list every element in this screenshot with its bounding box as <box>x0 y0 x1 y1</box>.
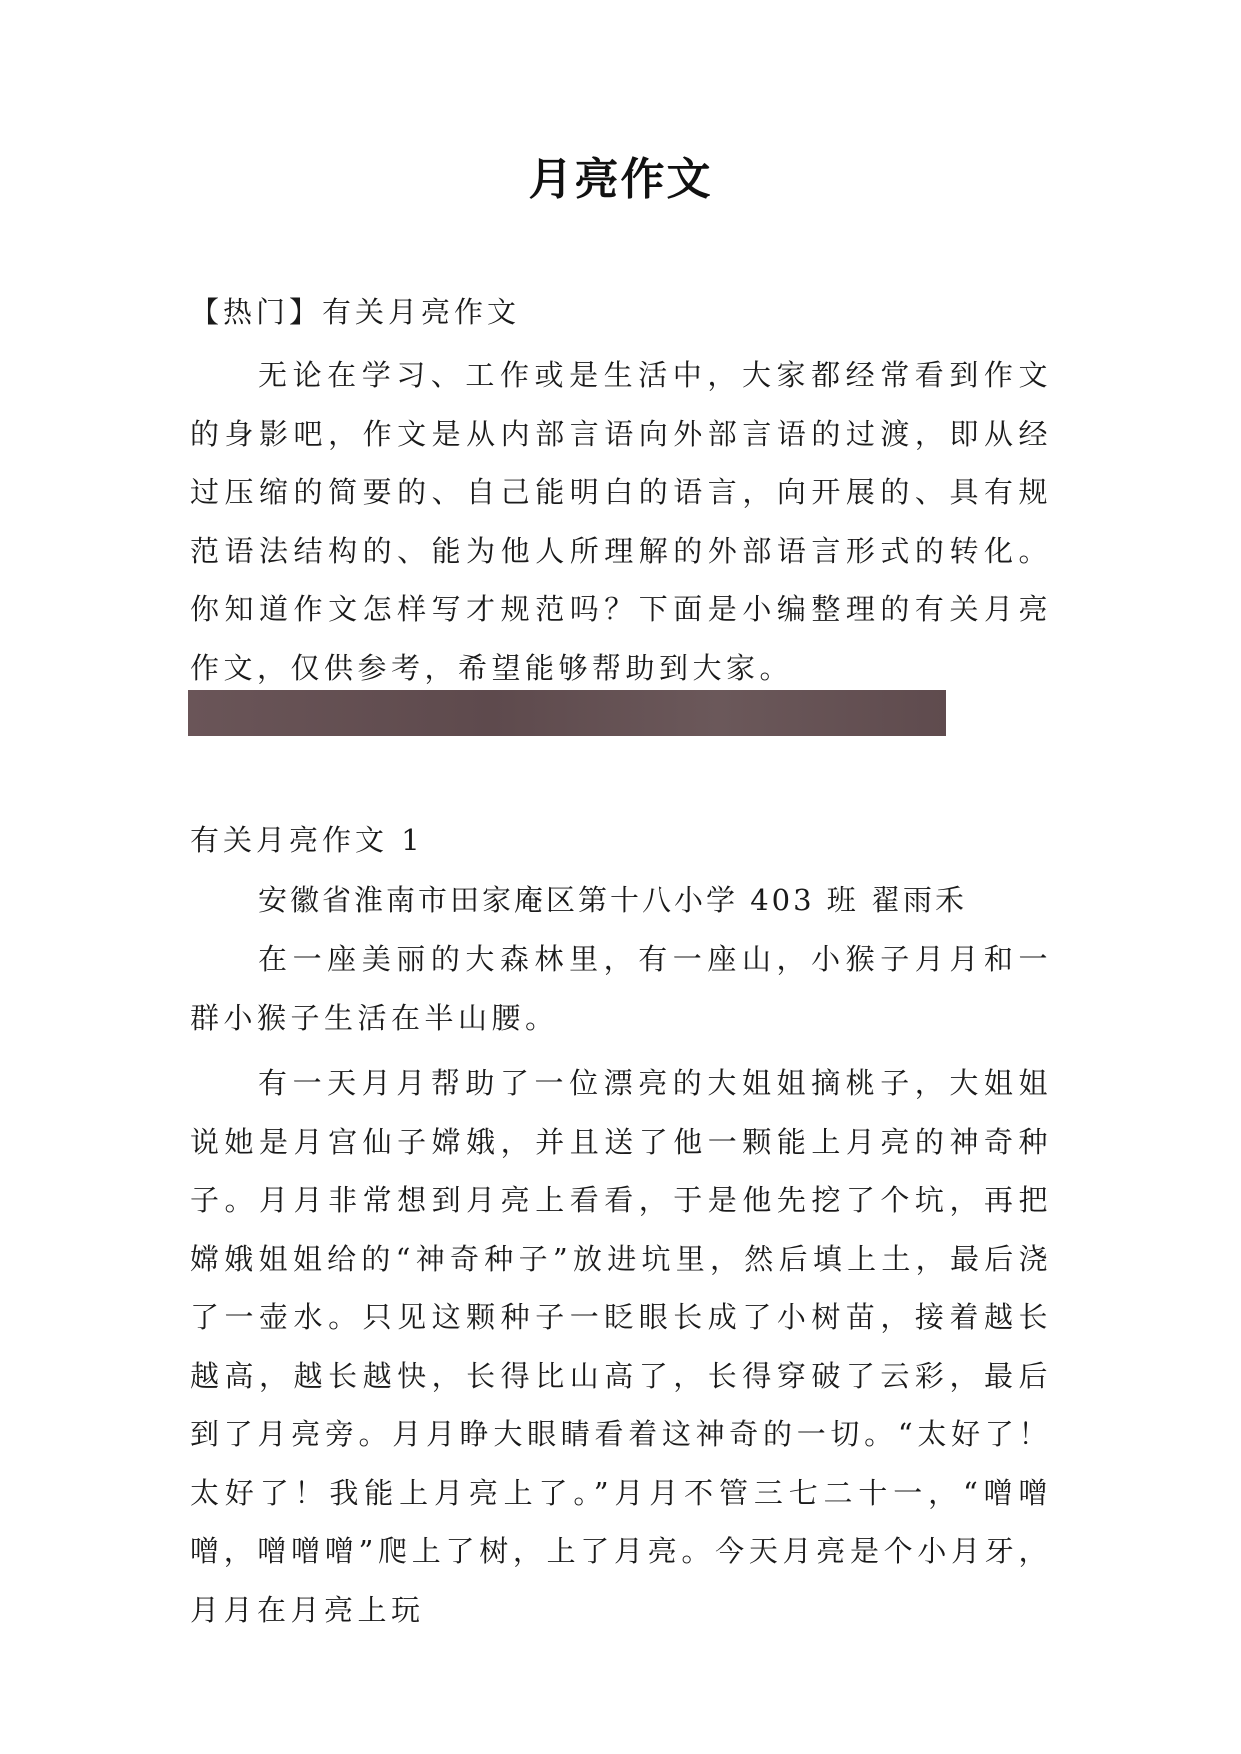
intro-paragraph <box>190 346 1052 697</box>
intro-text: 无论在学习、工作或是生活中，大家都经常看到作文的身影吧，作文是从内部言语向外部言语的过渡，即从经过压缩的简要的、自己能明白的语言，向开展的、具有规范语法结构的、能为他人所理解的外部语言形式的转化。你知道作文怎样写才规范吗？下面是小编整理的有关月亮作文，仅供参考，希望能够帮助到大家。 <box>190 358 1052 685</box>
document-subtitle: 【热门】有关月亮作文 <box>190 295 521 329</box>
story-paragraph: 有一天月月帮助了一位漂亮的大姐姐摘桃子，大姐姐说她是月宫仙子嫦娥，并且送了他一颗能上月亮的神奇种子。月月非常想到月亮上看看，于是他先挖了个坑，再把嫦娥姐姐给的“神奇种子”放进坑里，然后填上土，最后浇了一壶水。只见这颗种子一眨眼长成了小树苗，接着越长越高，越长越快，长得比山高了，长得穿破了云彩，最后到了月亮旁。月月睁大眼睛看着这神奇的一切。“太好了！太好了！我能上月亮上了。”月月不管三七二十一，“噌噌噌，噌噌噌”爬上了树，上了月亮。今天月亮是个小月牙，月月在月亮上玩 <box>190 1066 1052 1627</box>
story-body <box>190 930 1052 1639</box>
section-heading: 有关月亮作文 1 <box>190 823 424 857</box>
author-line: 安徽省淮南市田家庵区第十八小学 403 班 翟雨禾 <box>258 883 968 917</box>
decorative-banner-image <box>188 690 946 736</box>
document-title: 月亮作文 <box>528 154 713 205</box>
story-paragraph: 在一座美丽的大森林里，有一座山，小猴子月月和一群小猴子生活在半山腰。 <box>190 942 1052 1035</box>
